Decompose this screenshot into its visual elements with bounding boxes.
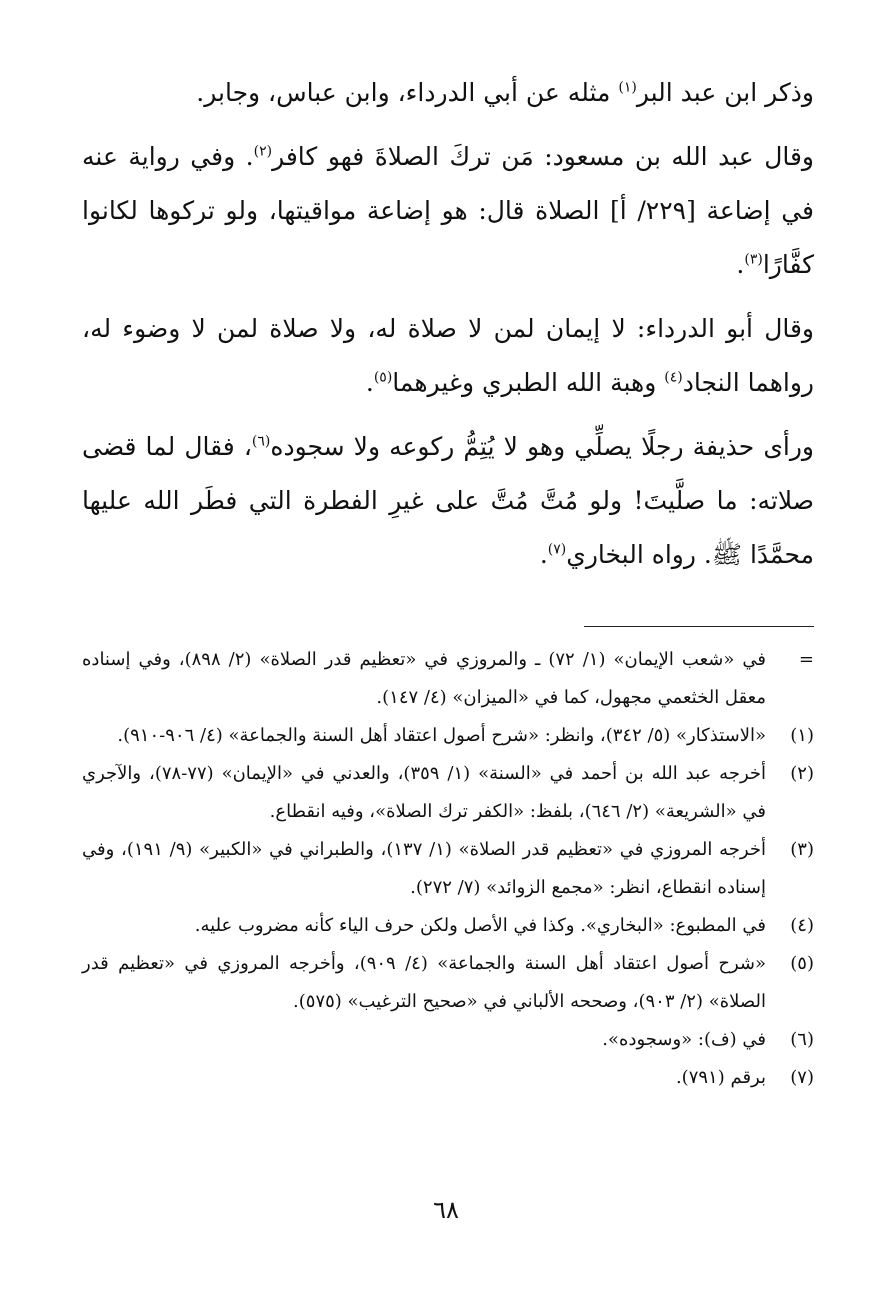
paragraph-text: . وفي رواية عنه في إضاعة [٢٢٩/ أ] الصلاة قال: هو إضاعة مواقيتها، ولو تركوها لكانوا كفَّارًا (82, 142, 814, 279)
footnote-marker-1[interactable]: (١) (618, 79, 637, 96)
footnote-6 (82, 1021, 814, 1059)
footnote-text: في «شعب الإيمان» (١/ ٧٢) ـ والمروزي في «تعظيم قدر الصلاة» (٢/ ٨٩٨)، وفي إسناده معقل الخثعمي مجهول، كما في «الميزان» (٤/ ١٤٧). (82, 649, 767, 708)
footnote-number: (١) (790, 725, 814, 746)
footnote-number: (٤) (790, 915, 814, 936)
footnote-text: «شرح أصول اعتقاد أهل السنة والجماعة» (٤/ ٩٠٩)، وأخرجه المروزي في «تعظيم قدر الصلاة» (٢/ ٩٠٣)، وصححه الألباني في «صحيح الترغيب» (٥٧٥). (82, 953, 766, 1012)
footnote-7 (82, 1059, 814, 1097)
footnote-text: برقم (٧٩١). (675, 1067, 766, 1088)
paragraph-1 (82, 66, 814, 120)
footnote-marker-7[interactable]: (٧) (547, 541, 567, 558)
paragraph-text: . (365, 368, 374, 397)
paragraph-text: وقال أبو الدرداء: لا إيمان لمن لا صلاة له، ولا صلاة لمن لا وضوء له، رواهما النجاد (82, 314, 814, 397)
footnote-number: (٦) (790, 1029, 814, 1050)
footnote-1 (82, 717, 814, 755)
paragraph-text: ورأى حذيفة رجلًا يصلِّي وهو لا يُتِمُّ ركوعه ولا سجوده (270, 432, 814, 461)
footnote-marker-3[interactable]: (٣) (744, 251, 763, 268)
footnote-number: (٧) (790, 1067, 814, 1088)
footnote-text: أخرجه عبد الله بن أحمد في «السنة» (١/ ٣٥٩)، والعدني في «الإيمان» (٧٧-٧٨)، والآجري في «الشريعة» (٢/ ٦٤٦)، بلفظ: «الكفر ترك الصلاة»، وفيه انقطاع. (82, 763, 767, 822)
paragraph-text: وذكر ابن عبد البر (636, 78, 814, 107)
footnote-4 (82, 907, 814, 945)
paragraph-text: . (736, 250, 745, 279)
paragraph-text: وقال عبد الله بن مسعود: مَن تركَ الصلاةَ فهو كافر (272, 142, 814, 171)
footnote-text: في المطبوع: «البخاري». وكذا في الأصل ولكن حرف الياء كأنه مضروب عليه. (194, 915, 766, 936)
paragraph-text: ، فقال لما قضى صلاته: ما صلَّيتَ! ولو مُتَّ مُتَّ على غيرِ الفطرة التي فطَر الله عليها محمَّدًا ﷺ. رواه البخاري (82, 432, 814, 569)
paragraph-2 (82, 130, 814, 292)
footnote-text: «الاستذكار» (٥/ ٣٤٢)، وانظر: «شرح أصول اعتقاد أهل السنة والجماعة» (٤/ ٩٠٦-٩١٠). (117, 725, 766, 746)
footnote-continuation (82, 641, 814, 717)
paragraph-3 (82, 302, 814, 410)
footnote-2 (82, 755, 814, 831)
paragraph-text: مثله عن أبي الدرداء، وابن عباس، وجابر. (196, 78, 619, 107)
footnote-marker-5[interactable]: (٥) (373, 369, 393, 386)
paragraph-text: . (539, 540, 548, 569)
footnotes-section (82, 641, 814, 1097)
footnote-marker-6[interactable]: (٦) (251, 433, 271, 450)
footnote-separator (584, 626, 814, 627)
page-number: ٦٨ (433, 1196, 459, 1224)
footnote-number: (٣) (790, 839, 814, 860)
main-text (82, 66, 814, 582)
paragraph-text: وهبة الله الطبري وغيرهما (392, 368, 665, 397)
footnote-text: أخرجه المروزي في «تعظيم قدر الصلاة» (١/ ١٣٧)، والطبراني في «الكبير» (٩/ ١٩١)، وفي إسناده انقطاع، انظر: «مجمع الزوائد» (٧/ ٢٧٢). (82, 839, 766, 898)
paragraph-4 (82, 420, 814, 582)
footnote-number: (٥) (790, 953, 814, 974)
footnote-marker-4[interactable]: (٤) (664, 369, 683, 386)
footnote-3 (82, 831, 814, 907)
footnote-number: = (798, 649, 814, 670)
footnote-number: (٢) (790, 763, 814, 784)
footnote-marker-2[interactable]: (٢) (253, 143, 273, 160)
footnote-5 (82, 945, 814, 1021)
footnote-text: في (ف): «وسجوده». (602, 1029, 766, 1050)
